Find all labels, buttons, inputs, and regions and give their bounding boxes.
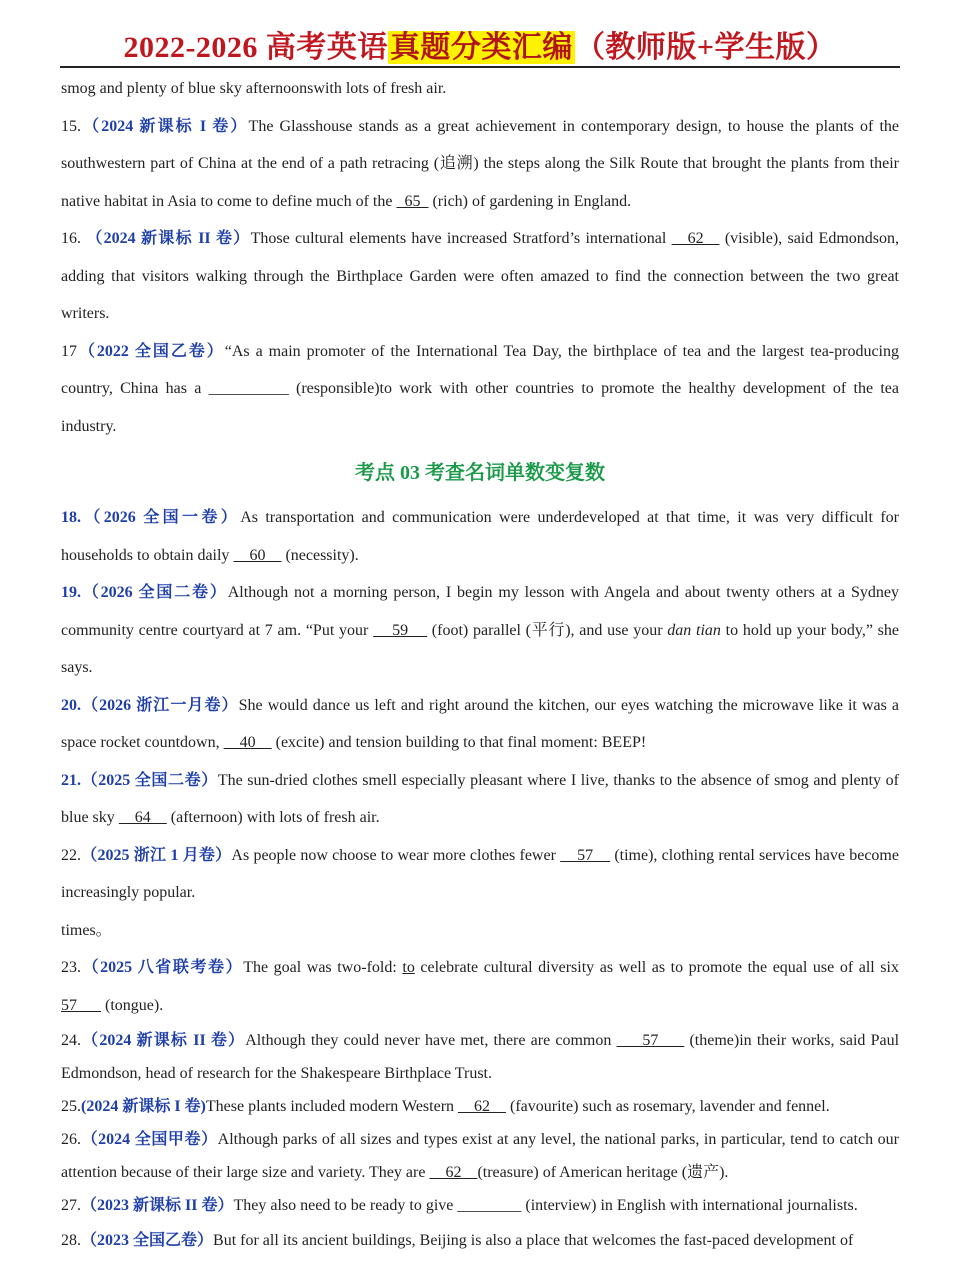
item-number: 19. xyxy=(61,584,81,601)
item-text: (necessity). xyxy=(281,546,359,564)
item-number: 18. xyxy=(61,509,81,526)
item-number: 21. xyxy=(61,771,81,789)
item-number: 28. xyxy=(61,1232,81,1249)
item-text: “As a main promoter of the International Tea Day, the birthplace of tea and the largest tea-producing country, China has a xyxy=(61,342,899,397)
item-26 xyxy=(61,1123,899,1189)
item-source: （2024 新课标 II 卷） xyxy=(81,1032,246,1049)
item-22-note xyxy=(61,912,899,950)
item-number: 20. xyxy=(61,696,81,714)
item-source: （2026 全国二卷） xyxy=(81,584,228,601)
item-source: （2023 全国乙卷） xyxy=(81,1232,214,1249)
item-15 xyxy=(61,108,899,221)
header-years: 2022-2026 高考英语 xyxy=(123,31,388,64)
item-text: celebrate cultural diversity as well as to promote the equal use of all six xyxy=(414,959,899,976)
section-title: 考点 03 考查名词单数变复数 xyxy=(355,462,605,484)
item-text: Although not a morning person, I begin my lesson with Angela and about twenty others at a Sydney community centre courtyard at 7 am. “Put your xyxy=(61,584,899,639)
item-source: （2024 新课标 II 卷） xyxy=(86,230,251,247)
item-text: They also need to be ready to give xyxy=(233,1197,458,1214)
item-text: The Glasshouse stands as a great achievement in contemporary design, to house the plants of the southwestern part of China at the end of a path retracing (追溯) the steps along the Silk Route that brought the plants from their native habitat in Asia to come to define much of the xyxy=(61,117,899,210)
item-text: (favourite) such as rosemary, lavender and fennel. xyxy=(506,1098,830,1115)
item-text: (excite) and tension building to that final moment: BEEP! xyxy=(271,734,647,751)
item-number: 26. xyxy=(61,1131,81,1148)
underlined-word: to xyxy=(402,959,415,976)
item-23 xyxy=(61,949,899,1024)
item-text: (theme)in their works, said Paul Edmondson, head of research for the Shakespeare Birthplace Trust. xyxy=(61,1032,900,1082)
item-14-tail xyxy=(61,70,899,108)
item-number: 27. xyxy=(61,1197,81,1214)
item-28 xyxy=(61,1222,899,1260)
item-source: （2024 全国甲卷） xyxy=(81,1131,218,1148)
answer-blank: 40 xyxy=(223,734,272,751)
item-text: (time), clothing rental services have become increasingly popular. xyxy=(61,846,899,901)
item-source: （2026 浙江一月卷） xyxy=(81,696,239,714)
item-text: But for all its ancient buildings, Beijing is also a place that welcomes the fast-paced development of xyxy=(213,1232,854,1249)
item-source: （2026 全国一卷） xyxy=(81,509,241,526)
page-header xyxy=(0,22,960,66)
item-text: Although they could never have met, there are common xyxy=(245,1032,617,1049)
answer-blank: 57 xyxy=(61,996,101,1014)
item-text: Those cultural elements have increased Stratford’s international xyxy=(250,230,672,247)
item-text: (foot) parallel (平行), and use your xyxy=(427,621,668,639)
item-source: （2024 新课标 I 卷） xyxy=(81,117,249,135)
item-text: (interview) in English with international journalists. xyxy=(521,1197,858,1214)
answer-blank: 57 xyxy=(560,846,611,864)
item-text: smog and plenty of blue sky afternoonswith lots of fresh air. xyxy=(61,80,447,97)
item-text: As people now choose to wear more clothes fewer xyxy=(231,846,561,864)
item-italic-text: dan tian xyxy=(667,621,721,639)
item-source: （2023 新课标 II 卷） xyxy=(81,1197,234,1214)
item-text: (responsible)to work with other countries to promote the healthy development of the tea industry. xyxy=(61,380,899,435)
item-number: 24. xyxy=(61,1032,81,1049)
item-16 xyxy=(61,220,899,333)
item-number: 23. xyxy=(61,959,81,976)
item-21 xyxy=(61,762,899,837)
item-text: The goal was two-fold: xyxy=(243,959,403,976)
header-edition: （教师版+学生版） xyxy=(574,31,837,64)
item-text: (treasure) of American heritage (遗产). xyxy=(477,1164,729,1181)
item-18 xyxy=(61,499,899,574)
item-note: times。 xyxy=(61,921,112,939)
item-25 xyxy=(61,1090,899,1123)
answer-blank: 62 xyxy=(429,1164,478,1181)
document-body xyxy=(61,70,899,1260)
item-source: （2022 全国乙卷） xyxy=(77,342,225,360)
item-text: These plants included modern Western xyxy=(205,1098,459,1115)
item-22 xyxy=(61,837,899,912)
item-17 xyxy=(61,333,899,446)
item-number: 16. xyxy=(61,230,81,247)
answer-blank: ________ xyxy=(457,1197,522,1214)
item-number: 15. xyxy=(61,117,81,135)
item-source: （2025 全国二卷） xyxy=(81,771,218,789)
item-source: （2025 八省联考卷） xyxy=(81,959,244,976)
header-rule xyxy=(60,66,900,68)
answer-blank: 62 xyxy=(458,1098,507,1115)
item-20 xyxy=(61,687,899,762)
item-text: The sun-dried clothes smell especially pleasant where I live, thanks to the absence of smog and plenty of blue sky xyxy=(61,771,899,826)
answer-blank: 62 xyxy=(671,230,720,247)
item-text: (rich) of gardening in England. xyxy=(428,192,632,210)
item-source: （2025 浙江 1 月卷） xyxy=(81,846,232,864)
item-number: 25. xyxy=(61,1098,81,1115)
answer-blank: __________ xyxy=(208,380,289,397)
answer-blank: 65 xyxy=(396,192,429,210)
item-24 xyxy=(61,1024,899,1090)
item-number: 17 xyxy=(61,342,77,360)
answer-blank: 64 xyxy=(118,809,167,826)
item-text: (afternoon) with lots of fresh air. xyxy=(166,809,380,826)
item-text: She would dance us left and right around the kitchen, our eyes watching the microwave like it was a space rocket countdown, xyxy=(61,696,899,751)
item-text: As transportation and communication were underdeveloped at that time, it was very difficult for households to obtain daily xyxy=(61,509,899,564)
item-number: 22. xyxy=(61,846,81,864)
answer-blank: 57 xyxy=(616,1032,685,1049)
answer-blank: 59 xyxy=(373,621,428,639)
item-text: Although parks of all sizes and types exist at any level, the national parks, in particular, tend to catch our attention because of their large size and variety. They are xyxy=(61,1131,899,1181)
item-source: (2024 新课标 I 卷) xyxy=(81,1098,206,1115)
answer-blank: 60 xyxy=(233,546,282,564)
item-27 xyxy=(61,1189,899,1222)
item-19 xyxy=(61,574,899,687)
item-text: to hold up your body,” she says. xyxy=(61,621,900,676)
item-text: (tongue). xyxy=(101,996,164,1014)
header-highlight: 真题分类汇编 xyxy=(389,31,573,64)
item-text: (visible), said Edmondson, adding that visitors walking through the Birthplace Garden were often amazed to find the connection between the two great writers. xyxy=(61,230,899,322)
